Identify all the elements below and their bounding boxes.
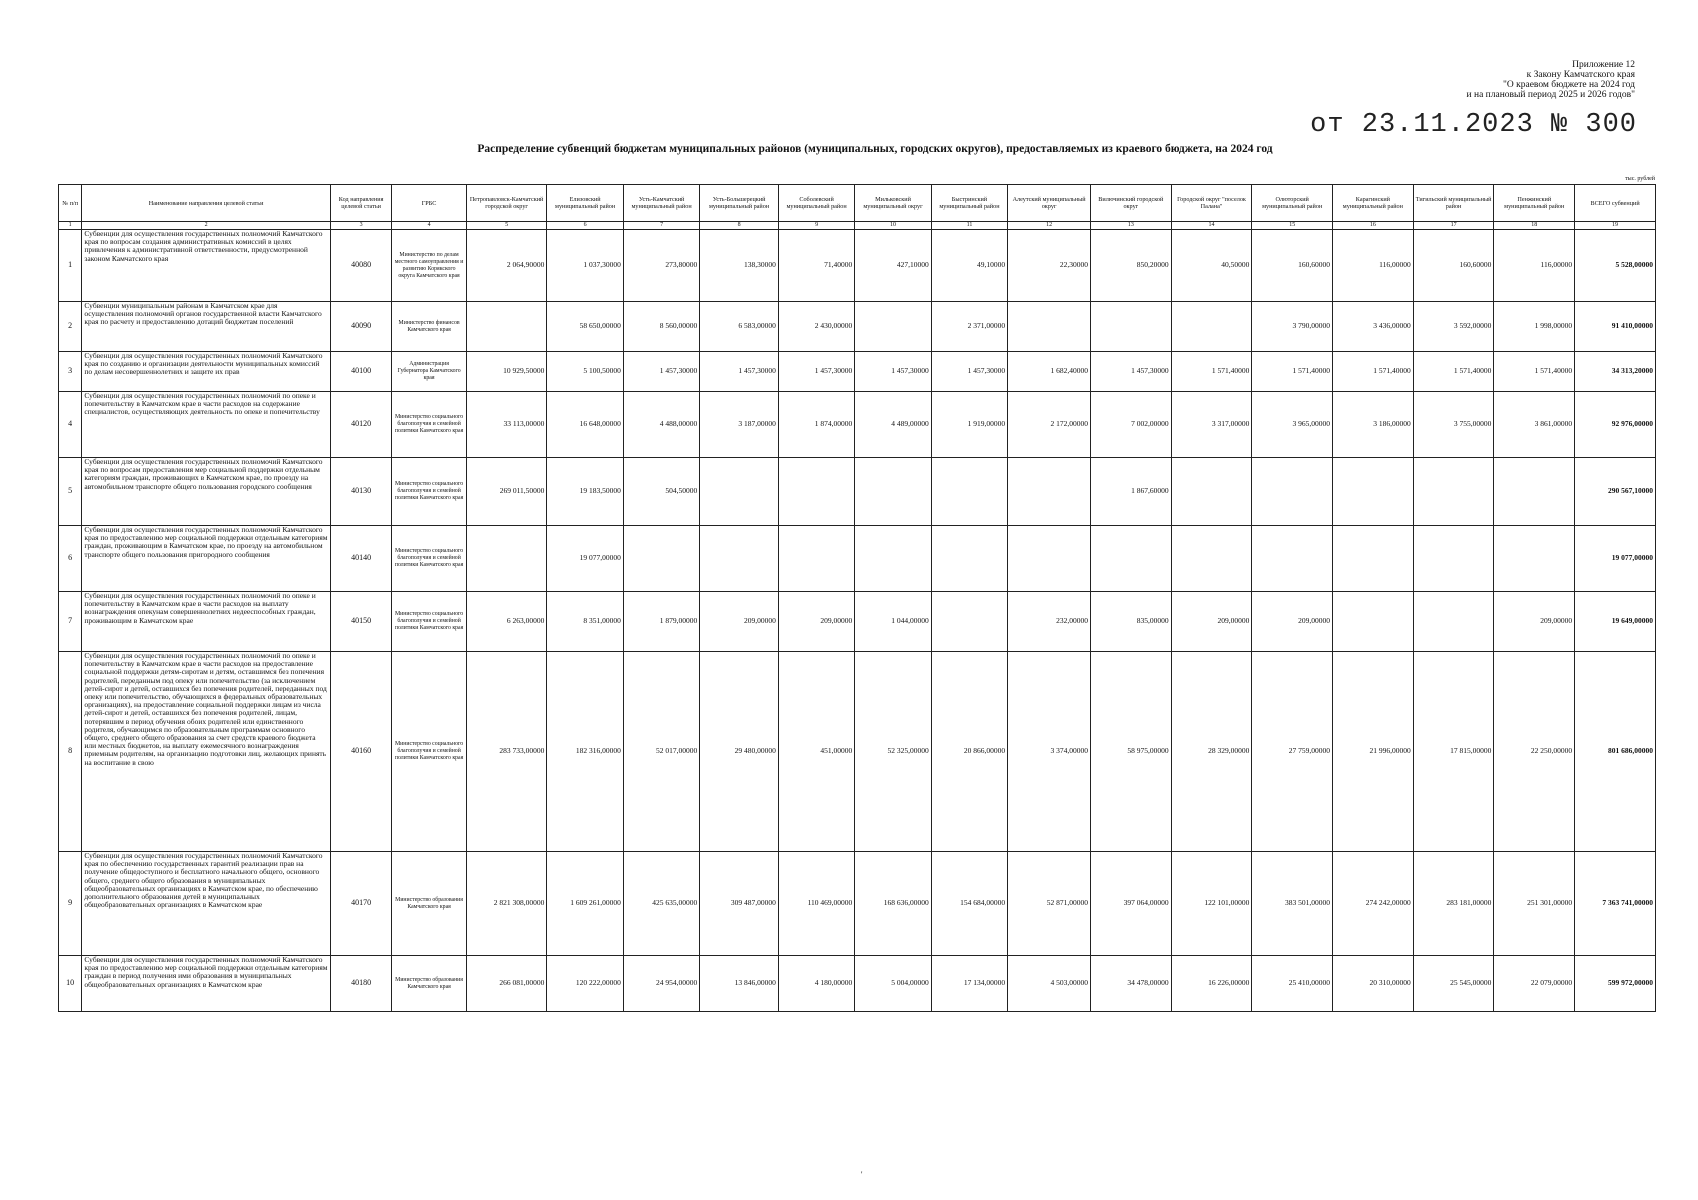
total-cell: 290 567,10000 (1575, 458, 1656, 526)
value-cell: 3 374,00000 (1008, 652, 1091, 852)
row-number: 4 (59, 392, 82, 458)
value-cell: 269 011,50000 (466, 458, 547, 526)
value-cell: 425 635,00000 (623, 852, 699, 956)
total-cell: 34 313,20000 (1575, 352, 1656, 392)
value-cell: 21 996,00000 (1333, 652, 1414, 852)
footer-mark: ' (861, 1170, 863, 1179)
value-cell: 3 436,00000 (1333, 302, 1414, 352)
value-cell: 1 998,00000 (1494, 302, 1575, 352)
value-cell: 3 861,00000 (1494, 392, 1575, 458)
value-cell (1413, 526, 1494, 592)
row-code: 40130 (330, 458, 392, 526)
column-header: Вилючинский городской округ (1090, 185, 1171, 222)
column-number: 14 (1171, 222, 1252, 230)
value-cell (700, 526, 779, 592)
row-number: 1 (59, 230, 82, 302)
value-cell: 2 821 308,00000 (466, 852, 547, 956)
row-code: 40090 (330, 302, 392, 352)
value-cell (1008, 302, 1091, 352)
value-cell (1333, 526, 1414, 592)
value-cell: 160,60000 (1252, 230, 1333, 302)
table-row (59, 392, 1656, 458)
value-cell: 116,00000 (1333, 230, 1414, 302)
value-cell (1171, 302, 1252, 352)
row-code: 40170 (330, 852, 392, 956)
value-cell (1333, 458, 1414, 526)
value-cell: 283 733,00000 (466, 652, 547, 852)
value-cell: 1 571,40000 (1252, 352, 1333, 392)
total-cell: 5 528,00000 (1575, 230, 1656, 302)
value-cell: 274 242,00000 (1333, 852, 1414, 956)
value-cell: 17 134,00000 (931, 956, 1007, 1012)
value-cell: 1 457,30000 (623, 352, 699, 392)
value-cell (623, 526, 699, 592)
row-code: 40160 (330, 652, 392, 852)
column-number: 12 (1008, 222, 1091, 230)
value-cell (466, 526, 547, 592)
column-number: 8 (700, 222, 779, 230)
value-cell: 209,00000 (778, 592, 854, 652)
row-name-text: Субвенции для осуществления государственных полномочий Камчатского края по предоставлению мер социальной поддержки отдельным категориям граждан, проживающим в Камчатском крае, по проезду на автомобильном транспорте общего пользования пригородного сообщения (84, 526, 328, 559)
value-cell: 110 469,00000 (778, 852, 854, 956)
row-name (82, 652, 330, 852)
table-row (59, 956, 1656, 1012)
value-cell: 28 329,00000 (1171, 652, 1252, 852)
value-cell: 427,10000 (855, 230, 931, 302)
row-number: 8 (59, 652, 82, 852)
value-cell: 504,50000 (623, 458, 699, 526)
row-name-text: Субвенции для осуществления государственных полномочий по опеке и попечительству в Камчатском крае в части расходов на выплату вознаграждения опекунам совершеннолетних недееспособных граждан, проживающим в Камчатском крае (84, 592, 316, 625)
row-grbs: Министерство социального благополучия и семейной политики Камчатского края (392, 592, 466, 652)
date-number-stamp: от 23.11.2023 № 300 (1310, 110, 1637, 140)
value-cell (778, 458, 854, 526)
value-cell: 5 004,00000 (855, 956, 931, 1012)
value-cell: 20 866,00000 (931, 652, 1007, 852)
value-cell: 8 560,00000 (623, 302, 699, 352)
value-cell (855, 458, 931, 526)
column-header: № п/п (59, 185, 82, 222)
row-name (82, 302, 330, 352)
value-cell: 1 879,00000 (623, 592, 699, 652)
total-cell: 801 686,00000 (1575, 652, 1656, 852)
value-cell: 10 929,50000 (466, 352, 547, 392)
value-cell: 1 457,30000 (778, 352, 854, 392)
value-cell: 309 487,00000 (700, 852, 779, 956)
value-cell: 1 457,30000 (700, 352, 779, 392)
value-cell: 71,40000 (778, 230, 854, 302)
row-name-text: Субвенции для осуществления государственных полномочий Камчатского края по созданию и организации деятельности муниципальных комиссий по делам несовершеннолетних и защите их прав (84, 352, 323, 377)
column-header: Код направления целевой статьи (330, 185, 392, 222)
column-number: 15 (1252, 222, 1333, 230)
column-header: ВСЕГО субвенций (1575, 185, 1656, 222)
column-number: 16 (1333, 222, 1414, 230)
value-cell: 6 263,00000 (466, 592, 547, 652)
value-cell: 4 488,00000 (623, 392, 699, 458)
row-number: 5 (59, 458, 82, 526)
value-cell: 19 077,00000 (547, 526, 623, 592)
value-cell: 116,00000 (1494, 230, 1575, 302)
value-cell: 4 489,00000 (855, 392, 931, 458)
value-cell: 1 571,40000 (1333, 352, 1414, 392)
row-code: 40180 (330, 956, 392, 1012)
value-cell: 120 222,00000 (547, 956, 623, 1012)
value-cell: 5 100,50000 (547, 352, 623, 392)
document-title: Распределение субвенций бюджетам муниципальных районов (муниципальных, городских округов), предоставляемых из краевого бюджета, на 2024 год (477, 143, 1273, 155)
column-header: Городской округ "поселок Палана" (1171, 185, 1252, 222)
value-cell: 20 310,00000 (1333, 956, 1414, 1012)
value-cell (1413, 592, 1494, 652)
column-number: 1 (59, 222, 82, 230)
row-code: 40120 (330, 392, 392, 458)
column-number: 10 (855, 222, 931, 230)
value-cell: 3 592,00000 (1413, 302, 1494, 352)
value-cell (466, 302, 547, 352)
annex-line: к Закону Камчатского края (1526, 70, 1635, 80)
value-cell: 52 325,00000 (855, 652, 931, 852)
value-cell: 3 965,00000 (1252, 392, 1333, 458)
value-cell: 2 172,00000 (1008, 392, 1091, 458)
value-cell: 154 684,00000 (931, 852, 1007, 956)
subventions-table (58, 184, 1656, 1012)
value-cell: 7 002,00000 (1090, 392, 1171, 458)
total-cell: 19 077,00000 (1575, 526, 1656, 592)
row-grbs: Министерство социального благополучия и семейной политики Камчатского края (392, 458, 466, 526)
value-cell (1008, 458, 1091, 526)
value-cell: 1 044,00000 (855, 592, 931, 652)
table-row (59, 458, 1656, 526)
row-name (82, 526, 330, 592)
value-cell: 232,00000 (1008, 592, 1091, 652)
row-number: 3 (59, 352, 82, 392)
value-cell: 52 017,00000 (623, 652, 699, 852)
value-cell: 22 079,00000 (1494, 956, 1575, 1012)
row-grbs: Министерство финансов Камчатского края (392, 302, 466, 352)
value-cell (778, 526, 854, 592)
value-cell: 4 503,00000 (1008, 956, 1091, 1012)
column-header: Соболевский муниципальный район (778, 185, 854, 222)
row-number: 6 (59, 526, 82, 592)
value-cell: 1 867,60000 (1090, 458, 1171, 526)
value-cell: 160,60000 (1413, 230, 1494, 302)
value-cell: 17 815,00000 (1413, 652, 1494, 852)
row-grbs: Министерство социального благополучия и семейной политики Камчатского края (392, 526, 466, 592)
value-cell: 266 081,00000 (466, 956, 547, 1012)
value-cell: 16 648,00000 (547, 392, 623, 458)
value-cell: 58 650,00000 (547, 302, 623, 352)
value-cell: 24 954,00000 (623, 956, 699, 1012)
row-code: 40100 (330, 352, 392, 392)
value-cell (1252, 458, 1333, 526)
value-cell: 3 187,00000 (700, 392, 779, 458)
row-grbs: Министерство социального благополучия и семейной политики Камчатского края (392, 392, 466, 458)
value-cell: 27 759,00000 (1252, 652, 1333, 852)
value-cell: 22,30000 (1008, 230, 1091, 302)
row-name (82, 852, 330, 956)
value-cell: 850,20000 (1090, 230, 1171, 302)
value-cell: 182 316,00000 (547, 652, 623, 852)
value-cell: 1 874,00000 (778, 392, 854, 458)
value-cell (1008, 526, 1091, 592)
value-cell: 1 037,30000 (547, 230, 623, 302)
value-cell: 3 755,00000 (1413, 392, 1494, 458)
column-header: Быстринский муниципальный район (931, 185, 1007, 222)
row-code: 40080 (330, 230, 392, 302)
value-cell: 49,10000 (931, 230, 1007, 302)
value-cell: 1 571,40000 (1171, 352, 1252, 392)
column-header: Елизовский муниципальный район (547, 185, 623, 222)
row-name (82, 352, 330, 392)
row-grbs: Администрация Губернатора Камчатского края (392, 352, 466, 392)
column-number-row (59, 222, 1656, 230)
value-cell: 52 871,00000 (1008, 852, 1091, 956)
value-cell: 13 846,00000 (700, 956, 779, 1012)
row-name-text: Субвенции для осуществления государственных полномочий по опеке и попечительству в Камчатском крае в части расходов на содержание специалистов, осуществляющих деятельность по опеке и попечительству (84, 392, 320, 417)
column-number: 7 (623, 222, 699, 230)
value-cell: 397 064,00000 (1090, 852, 1171, 956)
value-cell: 1 571,40000 (1413, 352, 1494, 392)
value-cell: 835,00000 (1090, 592, 1171, 652)
value-cell: 209,00000 (1494, 592, 1575, 652)
value-cell (1413, 458, 1494, 526)
value-cell: 22 250,00000 (1494, 652, 1575, 852)
table-row (59, 352, 1656, 392)
column-header: Олюторский муниципальный район (1252, 185, 1333, 222)
column-header: Усть-Камчатский муниципальный район (623, 185, 699, 222)
value-cell: 16 226,00000 (1171, 956, 1252, 1012)
value-cell (931, 526, 1007, 592)
value-cell: 29 480,00000 (700, 652, 779, 852)
row-name (82, 230, 330, 302)
value-cell: 3 790,00000 (1252, 302, 1333, 352)
value-cell: 25 410,00000 (1252, 956, 1333, 1012)
column-header: Пенжинский муниципальный район (1494, 185, 1575, 222)
table-row (59, 652, 1656, 852)
column-number: 18 (1494, 222, 1575, 230)
value-cell: 209,00000 (700, 592, 779, 652)
table-row (59, 852, 1656, 956)
value-cell: 451,00000 (778, 652, 854, 852)
value-cell: 1 571,40000 (1494, 352, 1575, 392)
table-row (59, 592, 1656, 652)
value-cell (1090, 302, 1171, 352)
value-cell: 1 457,30000 (1090, 352, 1171, 392)
row-name-text: Субвенции для осуществления государственных полномочий Камчатского края по вопросам создания административных комиссий в целях привлечения к административной ответственности, предусмотренной законом Камчатского края (84, 230, 323, 263)
value-cell: 168 636,00000 (855, 852, 931, 956)
value-cell: 25 545,00000 (1413, 956, 1494, 1012)
row-grbs: Министерство образования Камчатского края (392, 956, 466, 1012)
value-cell (1252, 526, 1333, 592)
value-cell: 58 975,00000 (1090, 652, 1171, 852)
column-number: 2 (82, 222, 330, 230)
value-cell: 209,00000 (1171, 592, 1252, 652)
row-grbs: Министерство образования Камчатского края (392, 852, 466, 956)
column-header: Наименование направления целевой статьи (82, 185, 330, 222)
row-name-text: Субвенции для осуществления государственных полномочий по опеке и попечительству в Камчатском крае в части расходов на предоставление социальной поддержки детям-сиротам и детям, оставшимся без попечения родителей, переданным под опеку или попечительство (за исключением детей-сирот и детей, оставшихся без попечения родителей, переданных под опеку или попечительство, обучающихся в федеральных образовательных организациях), на предоставление социальной поддержки лицам из числа детей-сирот и детей, оставшихся без попечения родителей, лицам, потерявшим в период обучения обоих родителей или единственного родителя, обучающимся по образовательным программам основного общего, среднего общего образования за счет средств краевого бюджета или местных бюджетов, на выплату ежемесячного вознаграждения приемным родителям, на организацию подготовки лиц, желающих принять на воспитание в свою (84, 652, 327, 767)
value-cell: 2 371,00000 (931, 302, 1007, 352)
column-number: 6 (547, 222, 623, 230)
column-number: 17 (1413, 222, 1494, 230)
row-name-text: Субвенции для осуществления государственных полномочий Камчатского края по вопросам предоставления мер социальной поддержки отдельным категориям граждан, проживающих в Камчатском крае, по проезду на автомобильном транспорте общего пользования городского сообщения (84, 458, 323, 491)
column-header: Алеутский муниципальный округ (1008, 185, 1091, 222)
value-cell: 1 609 261,00000 (547, 852, 623, 956)
value-cell: 3 186,00000 (1333, 392, 1414, 458)
value-cell (1171, 458, 1252, 526)
value-cell (855, 302, 931, 352)
column-number: 19 (1575, 222, 1656, 230)
annex-reference (1275, 60, 1635, 100)
row-name-text: Субвенции для осуществления государственных полномочий Камчатского края по предоставлению мер социальной поддержки отдельным категориям граждан в период получения ими образования в муниципальных общеобразовательных организациях в Камчатском крае (84, 956, 328, 989)
row-number: 7 (59, 592, 82, 652)
row-grbs: Министерство по делам местного самоуправления и развитию Корякского округа Камчатского края (392, 230, 466, 302)
value-cell: 251 301,00000 (1494, 852, 1575, 956)
value-cell: 8 351,00000 (547, 592, 623, 652)
row-name (82, 956, 330, 1012)
row-number: 10 (59, 956, 82, 1012)
value-cell (931, 458, 1007, 526)
table-row (59, 302, 1656, 352)
annex-line: и на плановый период 2025 и 2026 годов" (1466, 90, 1635, 100)
table-row (59, 526, 1656, 592)
column-header: Тигильский муниципальный район (1413, 185, 1494, 222)
total-cell: 599 972,00000 (1575, 956, 1656, 1012)
column-number: 5 (466, 222, 547, 230)
value-cell: 3 317,00000 (1171, 392, 1252, 458)
value-cell (1333, 592, 1414, 652)
value-cell: 283 181,00000 (1413, 852, 1494, 956)
value-cell: 4 180,00000 (778, 956, 854, 1012)
row-number: 2 (59, 302, 82, 352)
value-cell (1494, 526, 1575, 592)
column-number: 4 (392, 222, 466, 230)
column-header: Петропавловск-Камчатский городской округ (466, 185, 547, 222)
value-cell (931, 592, 1007, 652)
row-name-text: Субвенции для осуществления государственных полномочий Камчатского края по обеспечению государственных гарантий реализации прав на получение общедоступного и бесплатного начального общего, основного общего, среднего общего образования в муниципальных общеобразовательных организациях в Камчатском крае, по обеспечению дополнительного образования детей в муниципальных общеобразовательных организациях в Камчатском крае (84, 852, 323, 910)
value-cell: 383 501,00000 (1252, 852, 1333, 956)
column-header: Мильковский муниципальный округ (855, 185, 931, 222)
row-name (82, 392, 330, 458)
value-cell: 19 183,50000 (547, 458, 623, 526)
value-cell (1090, 526, 1171, 592)
value-cell: 122 101,00000 (1171, 852, 1252, 956)
row-grbs: Министерство социального благополучия и семейной политики Камчатского края (392, 652, 466, 852)
value-cell: 2 430,00000 (778, 302, 854, 352)
value-cell: 6 583,00000 (700, 302, 779, 352)
value-cell (855, 526, 931, 592)
value-cell: 138,30000 (700, 230, 779, 302)
row-code: 40150 (330, 592, 392, 652)
row-number: 9 (59, 852, 82, 956)
column-header: ГРБС (392, 185, 466, 222)
value-cell: 209,00000 (1252, 592, 1333, 652)
annex-line: "О краевом бюджете на 2024 год (1503, 80, 1635, 90)
value-cell: 1 457,30000 (931, 352, 1007, 392)
row-name (82, 592, 330, 652)
units-label: тыс. рублей (1625, 176, 1655, 182)
total-cell: 91 410,00000 (1575, 302, 1656, 352)
column-number: 3 (330, 222, 392, 230)
total-cell: 7 363 741,00000 (1575, 852, 1656, 956)
table-body (59, 230, 1656, 1012)
column-header: Карагинский муниципальный район (1333, 185, 1414, 222)
row-name (82, 458, 330, 526)
value-cell: 34 478,00000 (1090, 956, 1171, 1012)
total-cell: 19 649,00000 (1575, 592, 1656, 652)
total-cell: 92 976,00000 (1575, 392, 1656, 458)
value-cell: 1 682,40000 (1008, 352, 1091, 392)
value-cell (700, 458, 779, 526)
column-header: Усть-Большерецкий муниципальный район (700, 185, 779, 222)
value-cell: 33 113,00000 (466, 392, 547, 458)
value-cell: 2 064,90000 (466, 230, 547, 302)
column-number: 9 (778, 222, 854, 230)
row-code: 40140 (330, 526, 392, 592)
value-cell (1171, 526, 1252, 592)
value-cell: 273,80000 (623, 230, 699, 302)
value-cell: 40,50000 (1171, 230, 1252, 302)
column-number: 13 (1090, 222, 1171, 230)
value-cell: 1 457,30000 (855, 352, 931, 392)
row-name-text: Субвенции муниципальным районам в Камчатском крае для осуществления полномочий органов государственной власти Камчатского края по расчету и предоставлению дотаций бюджетам поселений (84, 302, 322, 327)
annex-line: Приложение 12 (1572, 60, 1635, 70)
value-cell (1494, 458, 1575, 526)
table-row (59, 230, 1656, 302)
table-header-row (59, 185, 1656, 222)
value-cell: 1 919,00000 (931, 392, 1007, 458)
column-number: 11 (931, 222, 1007, 230)
